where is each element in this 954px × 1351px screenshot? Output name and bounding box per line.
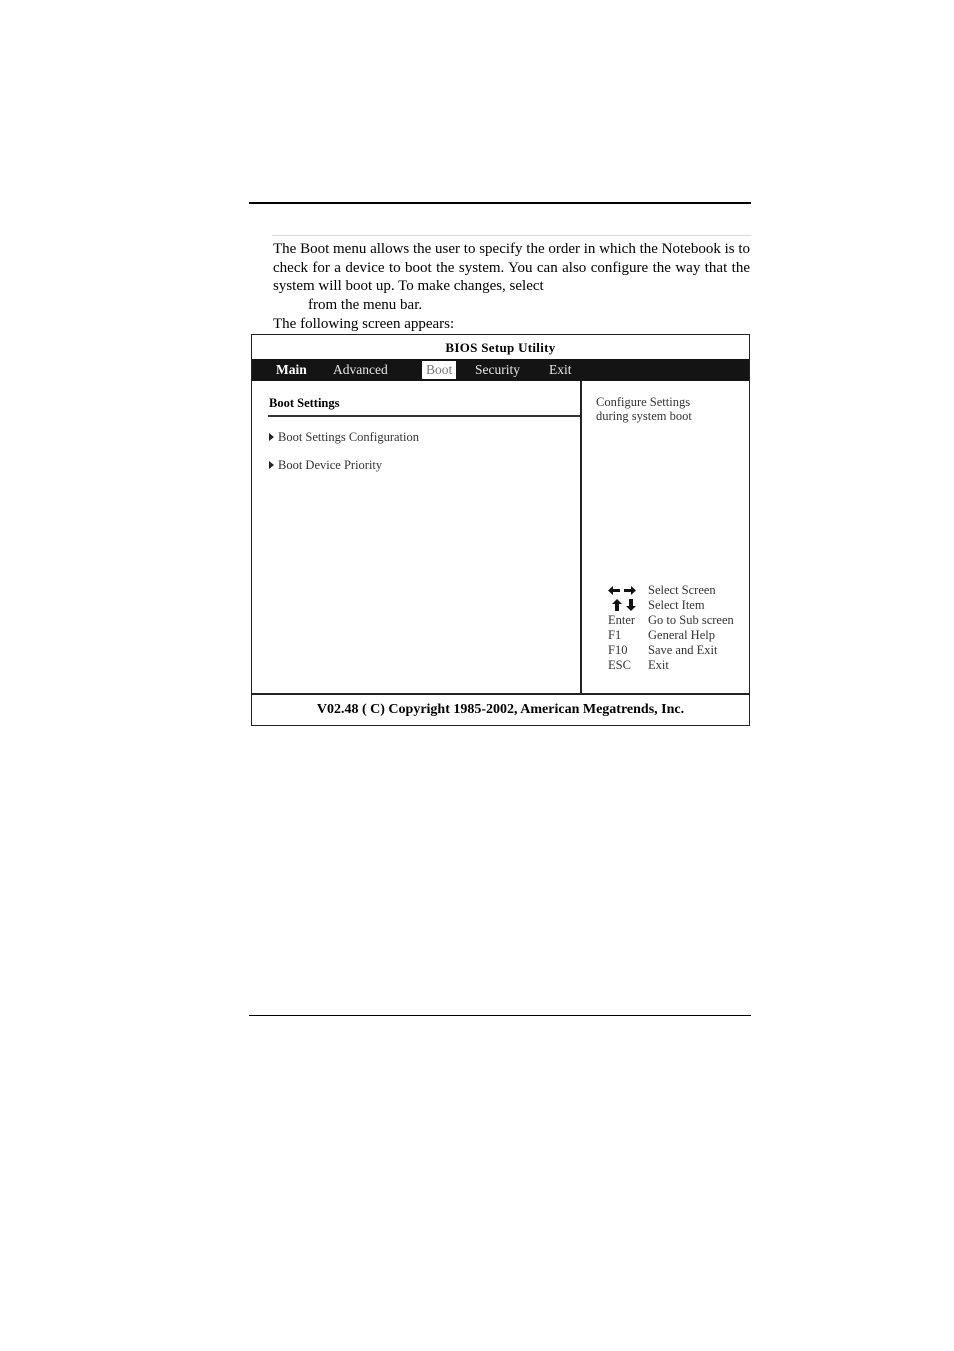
key-desc: Save and Exit [648, 643, 718, 657]
help-line: during system boot [596, 409, 692, 423]
entry-label: Boot Settings Configuration [278, 430, 419, 444]
key-label: ESC [608, 658, 631, 672]
intro-paragraph [273, 240, 750, 314]
key-desc: Select Item [648, 598, 705, 612]
key-desc: Go to Sub screen [648, 613, 734, 627]
intro-follow-text: The following screen appears: [273, 316, 455, 332]
top-rule [249, 202, 751, 204]
intro-text: The Boot menu allows the user to specify the order in which the Notebook is to check for a device to boot the system. You can also configure the way that the system will boot up. To make changes, select [273, 241, 750, 294]
entry-label: Boot Device Priority [278, 458, 383, 472]
menu-main[interactable]: Main [276, 362, 307, 377]
entry-boot-device-priority[interactable] [269, 458, 382, 473]
section-divider [268, 415, 580, 417]
key-label: F10 [608, 643, 628, 657]
key-desc: General Help [648, 628, 715, 642]
menu-exit[interactable]: Exit [549, 362, 572, 377]
bios-title: BIOS Setup Utility [445, 340, 556, 355]
key-label: F1 [608, 628, 622, 642]
submenu-triangle-icon [269, 433, 274, 441]
menu-advanced[interactable]: Advanced [333, 362, 388, 377]
help-line: Configure Settings [596, 395, 691, 409]
menu-security[interactable]: Security [475, 362, 520, 377]
help-pane [582, 381, 749, 693]
submenu-triangle-icon [269, 461, 274, 469]
settings-pane [252, 381, 582, 693]
key-desc: Exit [648, 658, 669, 672]
menu-boot[interactable]: Boot [422, 361, 456, 379]
key-label: Enter [608, 613, 636, 627]
key-desc: Select Screen [648, 583, 716, 597]
bottom-rule [249, 1015, 751, 1016]
entry-boot-settings-configuration[interactable] [269, 430, 419, 445]
copyright-footer: V02.48 ( C) Copyright 1985-2002, American Megatrends, Inc. [252, 693, 749, 727]
help-text [596, 395, 692, 423]
section-title: Boot Settings [269, 396, 340, 410]
intro-text-continued: from the menu bar. [308, 296, 423, 313]
header-thin-rule [272, 235, 751, 236]
bios-screen [251, 334, 750, 726]
menu-bar [252, 359, 749, 381]
